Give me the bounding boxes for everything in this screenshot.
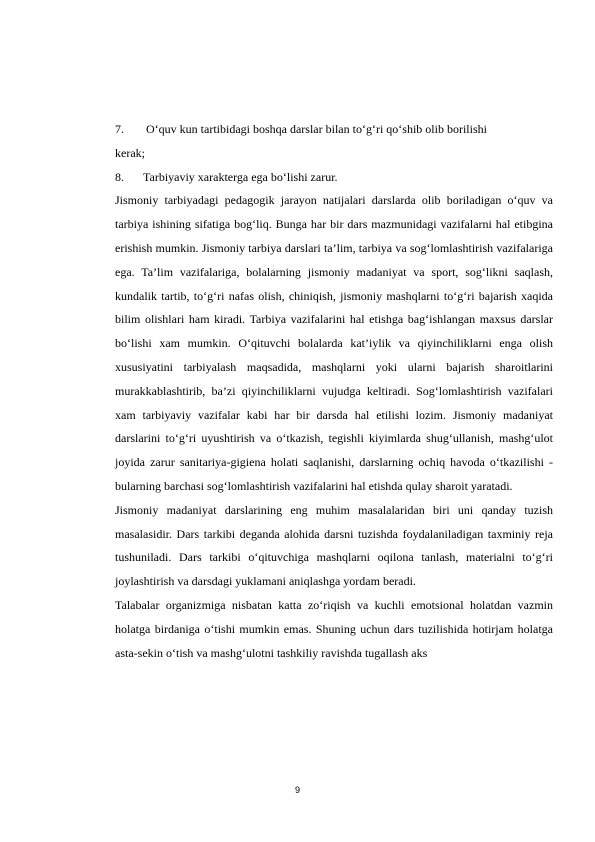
list-item-7 xyxy=(115,118,553,142)
page-content xyxy=(115,118,553,665)
list-text: Tarbiyaviy xarakterga ega bo‘lishi zarur. xyxy=(143,169,338,184)
paragraph-structure: Jismoniy madaniyat darslarining eng muhim masalalaridan biri uni qanday tuzish masalasidir. Dars tarkibi deganda alohida darsni tuzishda foydalaniladigan taxminiy reja tushuniladi. Dars tarkibi o‘qituvchiga mashqlarni oqilona tanlash, materialni to‘g‘ri joylashtirish va darsdagi yuklamani aniqlashga yordam beradi. xyxy=(115,502,553,589)
list-text: O‘quv kun tartibidagi boshqa darslar bilan to‘g‘ri qo‘shib olib borilishi xyxy=(146,122,487,136)
list-number: 8. xyxy=(115,169,124,184)
list-item-8 xyxy=(115,166,553,190)
list-text-continuation: kerak; xyxy=(115,145,145,160)
page-number: 9 xyxy=(294,785,300,795)
list-number: 7. xyxy=(115,122,124,136)
list-item-7-continuation xyxy=(115,142,553,166)
paragraph-tasks: Jismoniy tarbiyadagi pedagogik jarayon natijalari darslarda olib boriladigan o‘quv va tarbiya ishining sifatiga bog‘liq. Bunga har bir dars mazmunidagi vazifalarni hal etibgina erishish mumkin. Jismoniy tarbiya darslari ta’lim, tarbiya va sog‘lomlashtirish vazifalariga ega. Ta’lim vazifalariga, bolalarning jismoniy madaniyat va sport, sog‘likni saqlash, kundalik tartib, to‘g‘ri nafas olish, chiniqish, jismoniy mashqlarni to‘g‘ri bajarish xaqida bilim olishlari ham kiradi. Tarbiya vazifalarini hal etishga bag‘ishlangan maxsus darslar bo‘lishi xam mumkin. O‘qituvchi bolalarda kat’iylik va qiyinchiliklarni enga olish xususiyatini tarbiyalash maqsadida, mashqlarni yoki ularni bajarish sharoitlarini murakkablashtirib, ba’zi qiyinchiliklarni vujudga keltiradi. Sog‘lomlashtirish vazifalari xam tarbiyaviy vazifalar kabi har bir darsda hal etilishi lozim. Jismoniy madaniyat darslarini to‘g‘ri uyushtirish va o‘tkazish, tegishli kiyimlarda shug‘ullanish, mashg‘ulot joyida zarur sanitariya-gigiena holati saqlanishi, darslarning ochiq havoda o‘tkazilishi - bularning barchasi sog‘lomlashtirish vazifalarini hal etishda qulay sharoit yaratadi. xyxy=(115,193,553,493)
paragraph-transition: Talabalar organizmiga nisbatan katta zo‘riqish va kuchli emotsional holatdan vazmin holatga birdaniga o‘tishi mumkin emas. Shuning uchun dars tuzilishida hotirjam holatga asta-sekin o‘tish va mashg‘ulotni tashkiliy ravishda tugallash aks xyxy=(115,597,553,660)
